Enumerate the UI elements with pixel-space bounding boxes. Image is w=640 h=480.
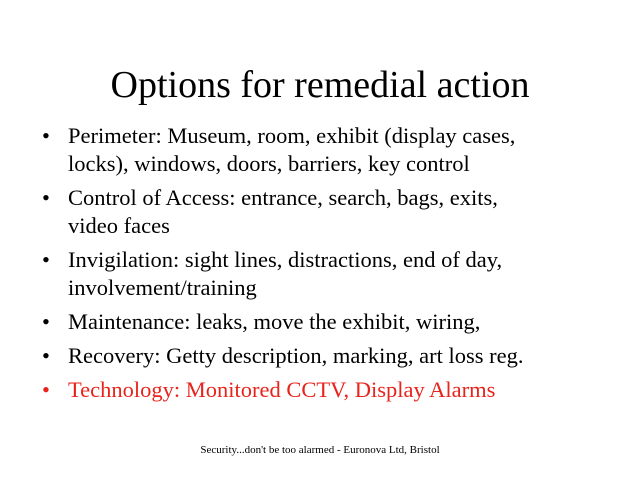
bullet-line: Perimeter: Museum, room, exhibit (display cases, (68, 123, 516, 148)
bullet-item (40, 184, 600, 240)
bullet-line: Control of Access: entrance, search, bags, exits, (68, 185, 498, 210)
bullet-dot-icon: • (42, 247, 50, 272)
bullet-dot-icon: • (42, 185, 50, 210)
slide-footer: Security...don't be too alarmed - Euronova Ltd, Bristol (200, 444, 440, 456)
bullet-line: video faces (68, 213, 170, 238)
bullet-dot-icon: • (42, 309, 50, 334)
bullet-line: Recovery: Getty description, marking, art loss reg. (68, 343, 524, 368)
bullet-dot-icon: • (42, 123, 50, 148)
bullet-line: involvement/training (68, 275, 257, 300)
bullet-line: Maintenance: leaks, move the exhibit, wiring, (68, 309, 481, 334)
bullet-item (40, 246, 600, 302)
bullet-dot-icon: • (42, 343, 50, 368)
bullet-item (40, 308, 600, 336)
bullet-dot-icon: • (42, 377, 50, 402)
bullet-line: locks), windows, doors, barriers, key control (68, 151, 470, 176)
bullet-item (40, 122, 600, 178)
bullet-item (40, 342, 600, 370)
bullet-line: Technology: Monitored CCTV, Display Alarms (68, 377, 496, 402)
slide-title: Options for remedial action (110, 64, 530, 106)
bullet-item-highlighted (40, 376, 600, 404)
bullet-line: Invigilation: sight lines, distractions, end of day, (68, 247, 503, 272)
bullet-list (40, 122, 600, 410)
